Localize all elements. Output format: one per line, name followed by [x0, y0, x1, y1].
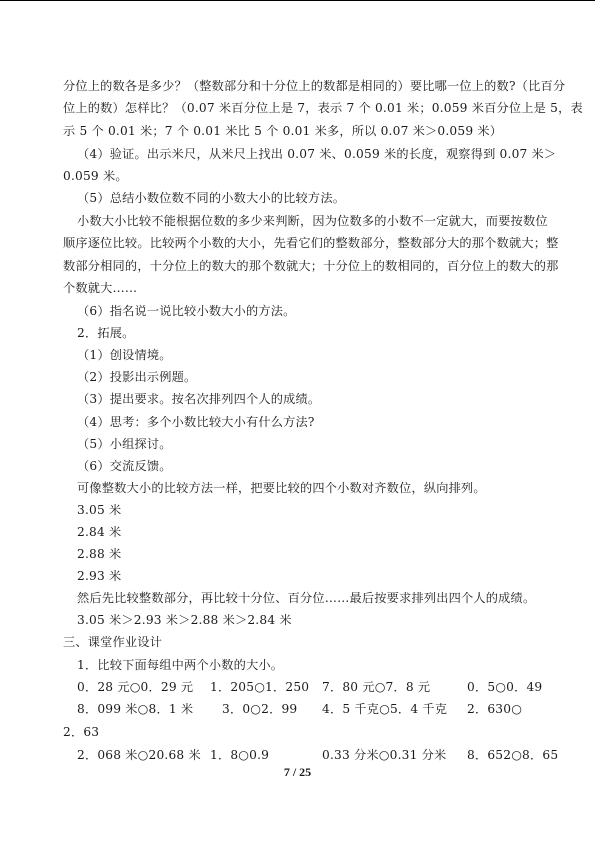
text-line: （2）投影出示例题。: [77, 370, 197, 384]
exercise-item: 0．5○0．49: [467, 680, 543, 694]
text-line: 2.88 米: [77, 547, 122, 561]
exercise-item: 3．0○2．99: [222, 702, 298, 716]
text-line: （6）指名说一说比较小数大小的方法。: [77, 304, 296, 318]
exercise-item: 0.33 分米○0.31 分米: [322, 748, 447, 762]
exercise-item: 2．630○: [467, 702, 523, 716]
exercise-item-wrap: 2．63: [63, 725, 100, 739]
header-rule: [0, 0, 595, 1]
exercise-item: 2．068 米○20.68 米: [77, 748, 201, 762]
text-line: 2.84 米: [77, 525, 122, 539]
text-line: 位上的数）怎样比？（0.07 米百分位上是 7，表示 7 个 0.01 米；0.059 米百分位上是 5，表: [63, 101, 583, 115]
exercise-item: 8．099 米○8．1 米: [77, 702, 194, 716]
exercise-item: 7．80 元○7．8 元: [322, 680, 431, 694]
section-heading: 三、课堂作业设计: [63, 635, 163, 649]
text-line: （5）小组探讨。: [77, 437, 172, 451]
text-line: 数部分相同的，十分位上的数大的那个数就大；十分位上的数相同的，百分位上的数大的那: [63, 259, 559, 273]
text-line: 个数就大……: [63, 281, 138, 295]
text-line: （4）验证。出示米尺，从米尺上找出 0.07 米、0.059 米的长度，观察得到 0.07 米＞: [77, 147, 557, 161]
text-line: （6）交流反馈。: [77, 459, 172, 473]
text-line: 2.93 米: [77, 569, 122, 583]
page-number: 7 / 25: [283, 765, 312, 779]
text-line: 顺序逐位比较。比较两个小数的大小，先看它们的整数部分，整数部分大的那个数就大；整: [63, 236, 559, 250]
exercise-item: 4．5 千克○5．4 千克: [322, 702, 448, 716]
text-line: 3.05 米＞2.93 米＞2.88 米＞2.84 米: [77, 613, 292, 627]
text-line: 小数大小比较不能根据位数的多少来判断，因为位数多的小数不一定就大，而要按数位: [77, 214, 548, 228]
text-line: 分位上的数各是多少？（整数部分和十分位上的数都是相同的）要比哪一位上的数?（比百分: [63, 79, 566, 93]
text-line: （3）提出要求。按名次排列四个人的成绩。: [77, 392, 321, 406]
text-line: （4）思考：多个小数比较大小有什么方法?: [77, 415, 315, 429]
text-line: （5）总结小数位数不同的小数大小的比较方法。: [77, 191, 346, 205]
text-line: 可像整数大小的比较方法一样，把要比较的四个小数对齐数位，纵向排列。: [77, 481, 486, 495]
exercise-item: 8．652○8．65: [467, 748, 559, 762]
exercise-item: 1．205○1．250: [210, 680, 310, 694]
text-line: 示 5 个 0.01 米；7 个 0.01 米比 5 个 0.01 米多，所以 0.07 米＞0.059 米）: [63, 124, 503, 138]
text-line: 2．拓展。: [77, 326, 135, 340]
text-line: （1）创设情境。: [77, 348, 172, 362]
text-line: 3.05 米: [77, 503, 122, 517]
text-line: 然后先比较整数部分，再比较十分位、百分位……最后按要求排列出四个人的成绩。: [77, 591, 536, 605]
text-line: 0.059 米。: [63, 169, 128, 183]
exercise-item: 1．8○0.9: [210, 748, 270, 762]
text-line: 1．比较下面每组中两个小数的大小。: [77, 658, 284, 672]
exercise-item: 0．28 元○0．29 元: [77, 680, 194, 694]
